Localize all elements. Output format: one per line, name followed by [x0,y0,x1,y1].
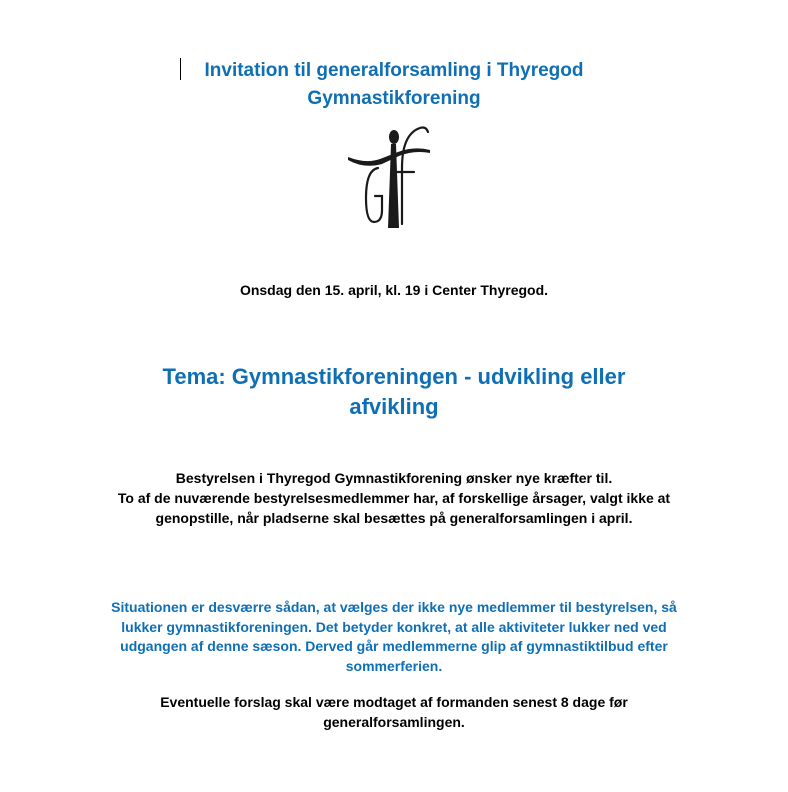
paragraph-line: lukker gymnastikforeningen. Det betyder konkret, at alle aktiviteter lukker ned ved [121,618,667,635]
theme-line: afvikling [349,394,439,419]
intro-paragraph [0,468,788,528]
paragraph-line: Bestyrelsen i Thyregod Gymnastikforening ønsker nye kræfter til. [175,470,613,486]
title-line: Invitation til generalforsamling i Thyregod [204,60,584,81]
paragraph-line: To af de nuværende bestyrelsesmedlemmer har, af forskellige årsager, valgt ikke at [117,490,671,506]
paragraph-line: generalforsamlingen. [323,714,465,730]
closing-paragraph [0,692,788,732]
paragraph-line: Situationen er desværre sådan, at vælges der ikke nye medlemmer til bestyrelsen, så [111,599,677,615]
theme-line: Tema: Gymnastikforeningen - udvikling eller [162,364,626,389]
document-title [0,57,788,113]
paragraph-line: Eventuelle forslag skal være modtaget af formanden senest 8 dage før [160,694,628,710]
paragraph-line: udgangen af denne sæson. Derved går medlemmerne glip af gymnastiktilbud efter [120,638,668,654]
gf-gymnast-logo-icon [344,124,436,232]
title-line: Gymnastikforening [307,88,481,109]
theme-heading [0,362,788,422]
situation-paragraph [0,598,788,676]
paragraph-line: sommerferien. [345,657,443,674]
paragraph-line: genopstille, når pladserne skal besættes på generalforsamlingen i april. [155,510,633,526]
meeting-date: Onsdag den 15. april, kl. 19 i Center Thyregod. [239,282,549,298]
